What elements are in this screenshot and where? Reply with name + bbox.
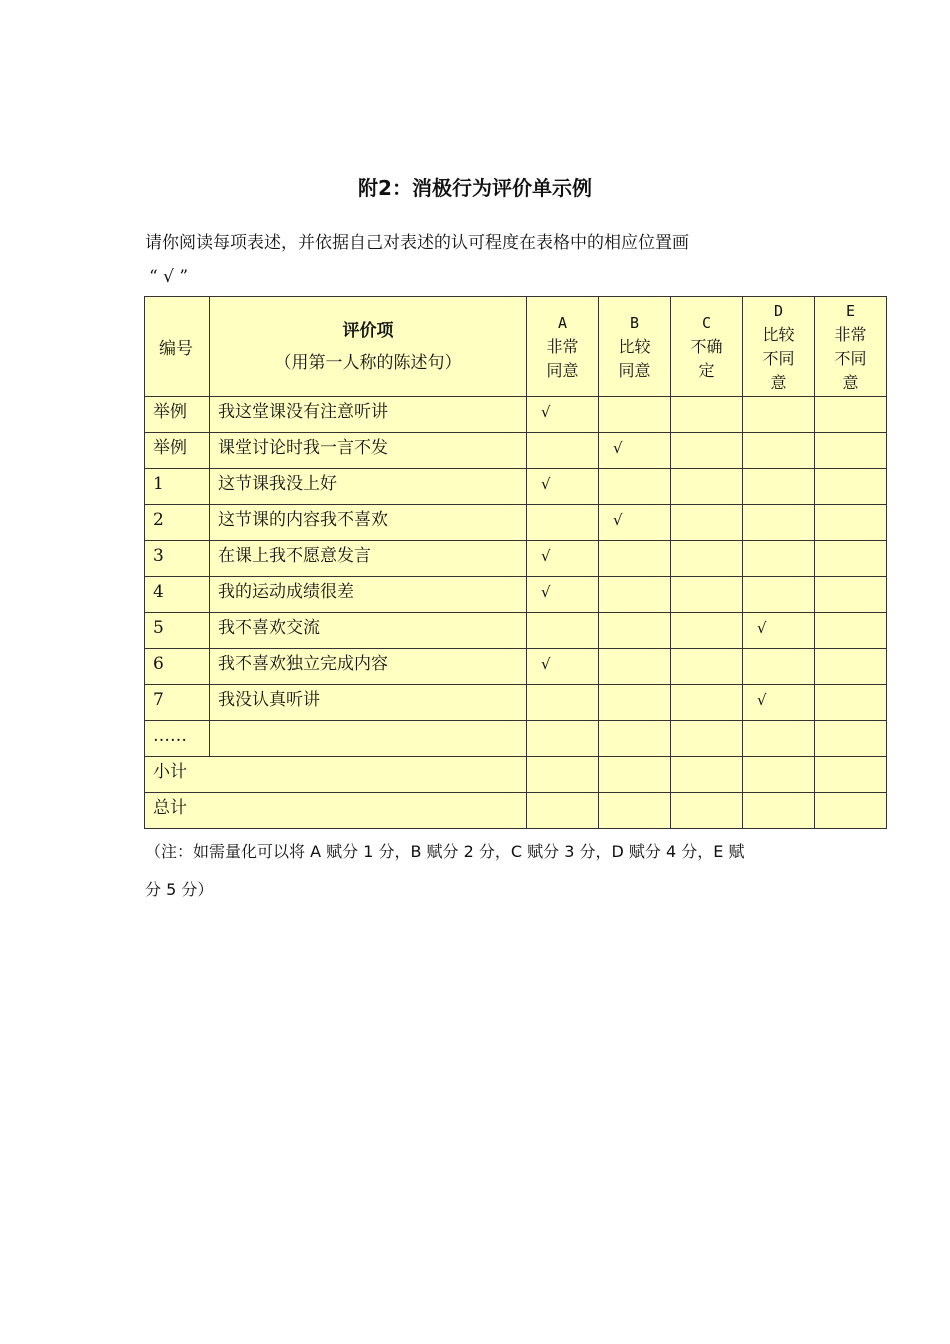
cell-a[interactable]: √ <box>527 577 599 613</box>
row-id: 2 <box>145 505 210 541</box>
cell-b[interactable] <box>599 577 671 613</box>
row-id: 6 <box>145 649 210 685</box>
instructions <box>145 226 805 294</box>
cell-a[interactable] <box>527 685 599 721</box>
cell-a[interactable]: √ <box>527 469 599 505</box>
cell-b[interactable] <box>599 541 671 577</box>
cell-e[interactable] <box>815 649 887 685</box>
instructions-line-2: “ √ ” <box>149 267 189 287</box>
subtotal-a[interactable] <box>527 757 599 793</box>
cell-d[interactable] <box>743 541 815 577</box>
subtotal-label: 小计 <box>145 757 527 793</box>
header-option-c <box>671 297 743 397</box>
cell-c[interactable] <box>671 577 743 613</box>
option-label-line: 不确 <box>690 336 723 356</box>
total-label: 总计 <box>145 793 527 829</box>
table-row <box>145 685 887 721</box>
subtotal-e[interactable] <box>815 757 887 793</box>
cell-c[interactable] <box>671 505 743 541</box>
row-statement: 我没认真听讲 <box>210 685 527 721</box>
row-statement <box>210 721 527 757</box>
row-id: 举例 <box>145 433 210 469</box>
row-statement: 我不喜欢交流 <box>210 613 527 649</box>
table-row <box>145 721 887 757</box>
cell-c[interactable] <box>671 397 743 433</box>
total-a[interactable] <box>527 793 599 829</box>
cell-e[interactable] <box>815 505 887 541</box>
scoring-note-line-1: （注：如需量化可以将 A 赋分 1 分，B 赋分 2 分，C 赋分 3 分，D 赋分 4 分，E 赋 <box>145 842 745 861</box>
option-label-line: 比较 <box>618 336 651 356</box>
cell-c[interactable] <box>671 433 743 469</box>
row-statement: 我不喜欢独立完成内容 <box>210 649 527 685</box>
cell-a[interactable] <box>527 721 599 757</box>
row-statement: 在课上我不愿意发言 <box>210 541 527 577</box>
cell-e[interactable] <box>815 721 887 757</box>
cell-b[interactable] <box>599 469 671 505</box>
header-option-e <box>815 297 887 397</box>
cell-a[interactable] <box>527 613 599 649</box>
total-c[interactable] <box>671 793 743 829</box>
option-letter: C <box>701 313 712 332</box>
row-statement: 这节课的内容我不喜欢 <box>210 505 527 541</box>
total-d[interactable] <box>743 793 815 829</box>
cell-d[interactable] <box>743 649 815 685</box>
cell-d[interactable] <box>743 721 815 757</box>
option-letter: A <box>557 313 568 332</box>
cell-e[interactable] <box>815 577 887 613</box>
table-row <box>145 469 887 505</box>
cell-e[interactable] <box>815 685 887 721</box>
table-row <box>145 433 887 469</box>
instructions-line-1: 请你阅读每项表述，并依据自己对表述的认可程度在表格中的相应位置画 <box>145 233 689 253</box>
total-e[interactable] <box>815 793 887 829</box>
table-row <box>145 613 887 649</box>
cell-c[interactable] <box>671 685 743 721</box>
cell-d[interactable] <box>743 505 815 541</box>
option-letter: E <box>845 301 856 320</box>
cell-a[interactable]: √ <box>527 397 599 433</box>
row-statement: 我的运动成绩很差 <box>210 577 527 613</box>
cell-c[interactable] <box>671 469 743 505</box>
table-row <box>145 505 887 541</box>
header-option-b <box>599 297 671 397</box>
cell-a[interactable] <box>527 505 599 541</box>
cell-e[interactable] <box>815 541 887 577</box>
cell-c[interactable] <box>671 649 743 685</box>
cell-b[interactable] <box>599 397 671 433</box>
table-header-row <box>145 297 887 397</box>
row-id: 7 <box>145 685 210 721</box>
cell-d[interactable]: √ <box>743 685 815 721</box>
total-b[interactable] <box>599 793 671 829</box>
table-row <box>145 541 887 577</box>
header-option-a <box>527 297 599 397</box>
option-label-line: 非常 <box>546 336 579 356</box>
cell-c[interactable] <box>671 613 743 649</box>
option-label-line: 意 <box>770 372 787 392</box>
cell-c[interactable] <box>671 541 743 577</box>
cell-b[interactable] <box>599 721 671 757</box>
page-title: 附2：消极行为评价单示例 <box>358 176 592 200</box>
scoring-note <box>145 833 825 909</box>
cell-d[interactable]: √ <box>743 613 815 649</box>
subtotal-row <box>145 757 887 793</box>
option-label-line: 非常 <box>834 324 867 344</box>
cell-a[interactable]: √ <box>527 541 599 577</box>
row-id: …… <box>145 721 210 757</box>
row-id: 5 <box>145 613 210 649</box>
cell-d[interactable] <box>743 397 815 433</box>
row-statement: 这节课我没上好 <box>210 469 527 505</box>
row-statement: 我这堂课没有注意听讲 <box>210 397 527 433</box>
option-label-line: 意 <box>842 372 859 392</box>
cell-b[interactable] <box>599 613 671 649</box>
subtotal-c[interactable] <box>671 757 743 793</box>
option-label-line: 比较 <box>762 324 795 344</box>
cell-a[interactable]: √ <box>527 649 599 685</box>
cell-e[interactable] <box>815 469 887 505</box>
option-letter: B <box>629 313 640 332</box>
header-index: 编号 <box>145 297 210 397</box>
cell-e[interactable] <box>815 433 887 469</box>
cell-d[interactable] <box>743 433 815 469</box>
option-label-line: 定 <box>698 360 715 380</box>
option-letter: D <box>773 301 784 320</box>
header-option-d <box>743 297 815 397</box>
evaluation-table <box>144 296 887 829</box>
subtotal-d[interactable] <box>743 757 815 793</box>
row-id: 4 <box>145 577 210 613</box>
option-label-line: 同意 <box>618 360 651 380</box>
cell-b[interactable]: √ <box>599 505 671 541</box>
option-label-line: 不同 <box>762 348 795 368</box>
scoring-note-line-2: 分 5 分） <box>145 880 214 899</box>
option-label-line: 同意 <box>546 360 579 380</box>
option-label-line: 不同 <box>834 348 867 368</box>
cell-c[interactable] <box>671 721 743 757</box>
cell-d[interactable] <box>743 469 815 505</box>
cell-b[interactable] <box>599 685 671 721</box>
row-id: 1 <box>145 469 210 505</box>
table-row <box>145 577 887 613</box>
cell-d[interactable] <box>743 577 815 613</box>
row-statement: 课堂讨论时我一言不发 <box>210 433 527 469</box>
cell-b[interactable]: √ <box>599 433 671 469</box>
row-id: 举例 <box>145 397 210 433</box>
table-row <box>145 397 887 433</box>
header-item-title: 评价项 <box>342 320 394 341</box>
cell-e[interactable] <box>815 397 887 433</box>
total-row <box>145 793 887 829</box>
row-id: 3 <box>145 541 210 577</box>
cell-a[interactable] <box>527 433 599 469</box>
header-item <box>210 297 527 397</box>
table-row <box>145 649 887 685</box>
header-item-subtitle: （用第一人称的陈述句） <box>274 352 462 373</box>
subtotal-b[interactable] <box>599 757 671 793</box>
cell-b[interactable] <box>599 649 671 685</box>
cell-e[interactable] <box>815 613 887 649</box>
